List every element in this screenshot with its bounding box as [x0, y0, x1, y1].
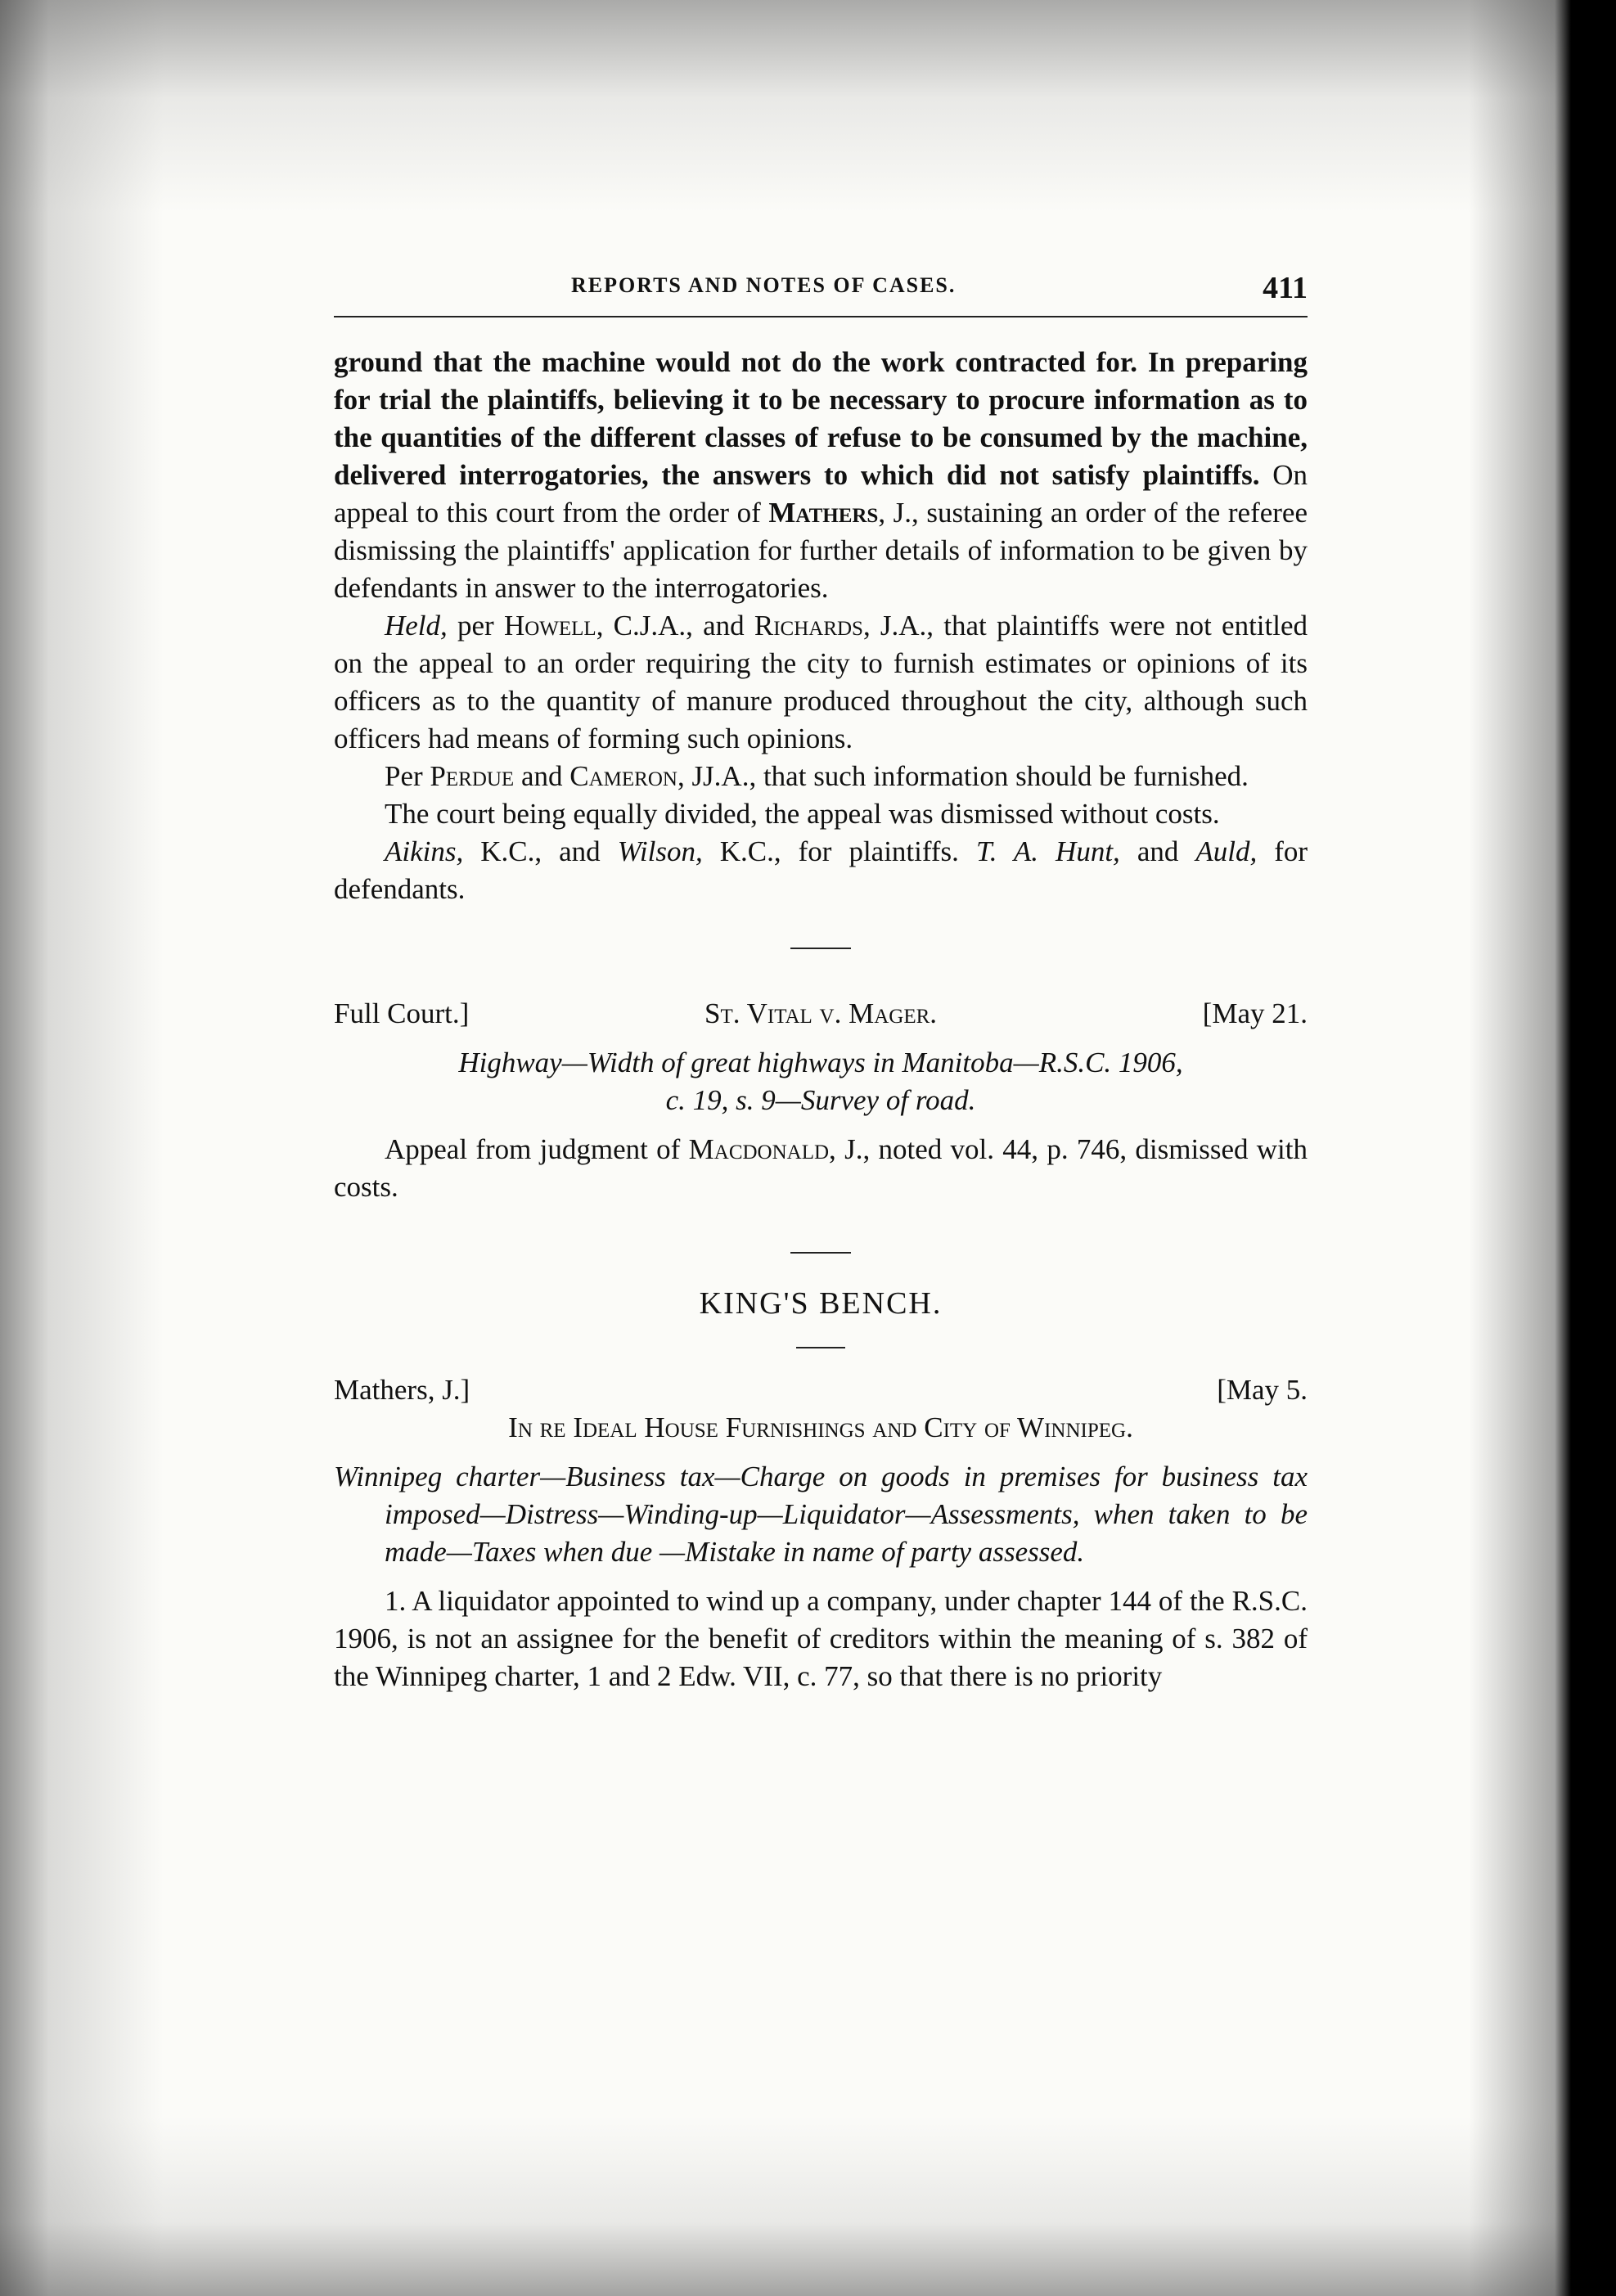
- case-caption-row: [334, 1371, 1308, 1409]
- paragraph-interrogatories: [334, 344, 1308, 607]
- headnote: [334, 1044, 1308, 1119]
- paragraph-counsel: [334, 833, 1308, 908]
- paragraph-text: On appeal to this court from the order of: [334, 459, 1308, 529]
- case-title: In re Ideal House Furnishings and City of Winnipeg.: [508, 1411, 1133, 1443]
- headnote-line: c. 19, s. 9—Survey of road.: [665, 1084, 976, 1116]
- page-body: [334, 344, 1308, 1695]
- paragraph-text: , J.A., that plaintiffs were not entitled on the appeal to an order requiring the city to furnish estimates or opinions of its officers as to the quantity of manure produced throughout the city, although such officers had means of forming such opinions.: [334, 610, 1308, 754]
- paragraph-text: and: [520, 760, 563, 792]
- counsel-name: Aikins,: [385, 835, 464, 867]
- paragraph-text: K.C., and: [480, 835, 601, 867]
- case-date: [May 5.: [1217, 1374, 1308, 1406]
- paragraph-text: and: [1137, 835, 1179, 867]
- judge-name: Richards: [754, 610, 863, 642]
- case-court: Full Court.]: [334, 997, 470, 1029]
- counsel-name: T. A. Hunt,: [975, 835, 1120, 867]
- paragraph-text: , C.J.A., and: [596, 610, 745, 642]
- paragraph-text: , J., sustaining an order of the referee dismissing the plaintiffs' application for further details of information to be given by defendants in answer to the interrogatories.: [334, 497, 1308, 604]
- held-label: Held,: [385, 610, 448, 642]
- judge-name: Mathers: [768, 497, 879, 529]
- judge-name: Cameron: [569, 760, 677, 792]
- paragraph-text: , J., noted vol. 44, p. 746, dismissed with costs.: [334, 1133, 1308, 1203]
- paragraph-appeal: [334, 1131, 1308, 1206]
- paragraph-holding: 1. A liquidator appointed to wind up a company, under chapter 144 of the R.S.C. 1906, is not an assignee for the benefit of creditors within the meaning of s. 382 of the Winnipeg charter, 1 and 2 Edw. VII, c. 77, so that there is no priority: [334, 1585, 1308, 1692]
- running-head: REPORTS AND NOTES OF CASES.: [571, 273, 957, 297]
- case-title: St. Vital v. Mager.: [704, 997, 938, 1029]
- page-number: 411: [1263, 271, 1308, 305]
- paragraph-text: per: [457, 610, 494, 642]
- paragraph-court-divided: The court being equally divided, the appeal was dismissed without costs.: [385, 798, 1220, 830]
- paragraph-text: for defendants.: [334, 835, 1308, 905]
- counsel-name: Auld,: [1195, 835, 1258, 867]
- counsel-name: Wilson,: [617, 835, 703, 867]
- judge-name: Perdue: [430, 760, 515, 792]
- paragraph-text: Appeal from judgment of: [385, 1133, 681, 1165]
- paragraph-text: Per: [385, 760, 423, 792]
- judge-name: Howell: [503, 610, 596, 642]
- paragraph-held: [334, 607, 1308, 758]
- case-court: Mathers, J.]: [334, 1374, 470, 1406]
- headnote-line: Highway—Width of great highways in Manitoba—R.S.C. 1906,: [458, 1047, 1183, 1078]
- judge-name: Macdonald: [688, 1133, 830, 1165]
- headnote: Winnipeg charter—Business tax—Charge on goods in premises for business tax imposed—Distress—Winding-up—Liquidator—Assessments, when taken to be made—Taxes when due —Mistake in name of party assessed.: [334, 1461, 1308, 1568]
- paragraph-bold-part: ground that the machine would not do the work contracted for. In preparing for trial the plaintiffs, believing it to be necessary to procure information as to the quantities of the different classes of refuse to be consumed by the machine, delivered interrogatories, the answers to which did not satisfy plaintiffs.: [334, 346, 1308, 491]
- header-rule: [334, 316, 1308, 317]
- paragraph-text: , JJ.A., that such information should be furnished.: [677, 760, 1249, 792]
- paragraph-per: [334, 758, 1308, 795]
- page-header: [334, 270, 1308, 311]
- case-caption-row: [334, 995, 1308, 1033]
- section-heading: KING'S BENCH.: [699, 1286, 943, 1321]
- case-date: [May 21.: [1202, 997, 1308, 1029]
- paragraph-text: K.C., for plaintiffs.: [719, 835, 959, 867]
